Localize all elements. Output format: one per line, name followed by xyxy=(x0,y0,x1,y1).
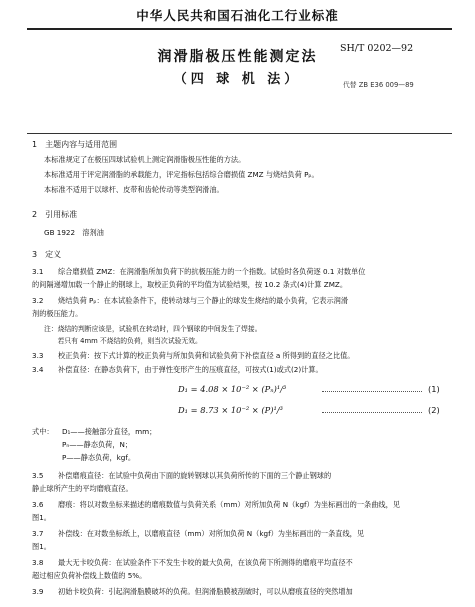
formula-2-number: (2) xyxy=(428,405,440,415)
formula-2: D₁ = 8.73 × 10⁻² × (P)¹/³ xyxy=(178,405,283,415)
formula-1-number: (1) xyxy=(428,384,440,394)
clause-3-8-line-2: 超过相应负荷补偿线上数值的 5%。 xyxy=(32,571,147,580)
clause-3-3-number: 3.3 xyxy=(32,351,44,360)
formula-1: D₁ = 4.08 × 10⁻² × (Pₙ)¹/³ xyxy=(178,384,287,394)
standard-number: SH/T 0202—92 xyxy=(340,43,414,54)
standard-category-title: 中华人民共和国石油化工行业标准 xyxy=(136,8,339,23)
clause-3-5-line-2: 静止球所产生的平均磨痕直径。 xyxy=(32,484,133,493)
note-line-2: 若只有 4mm 不烧结的负荷，则当次试验无效。 xyxy=(44,337,202,345)
clause-3-1-line-1: 综合磨损值 ZMZ：在润滑脂所加负荷下的抗极压能力的一个指数。试验时各负荷逐 0.1 对数单位 xyxy=(58,267,366,276)
section-1-line-2: 本标准适用于评定润滑脂的承载能力，评定指标包括综合磨损值 ZMZ 与烧结负荷 Pₚ。 xyxy=(44,170,319,179)
where-lead: 式中： xyxy=(32,427,54,436)
clause-3-7-number: 3.7 xyxy=(32,529,44,538)
where-line-1: D₁——接触部分直径，mm； xyxy=(62,427,157,436)
clause-3-2-line-2: 剂的极压能力。 xyxy=(32,309,83,318)
title-rule xyxy=(27,133,452,134)
clause-3-2-number: 3.2 xyxy=(32,296,44,305)
clause-3-7-line-1: 补偿线：在对数坐标纸上，以磨痕直径（mm）对所加负荷 N（kgf）为坐标画出的一条直线，见 xyxy=(58,529,365,538)
clause-3-8-line-1: 最大无卡咬负荷：在试验条件下不发生卡咬的最大负荷，在该负荷下所测得的磨痕平均直径不 xyxy=(58,558,353,567)
note-line-1: 注：烧结的判断应该是，试验机在转动时，四个钢球的中间发生了焊接。 xyxy=(44,325,262,333)
where-line-2: Pₙ——静态负荷，N； xyxy=(62,440,133,449)
clause-3-9-number: 3.9 xyxy=(32,587,44,596)
section-2-line-1: GB 1922 溶剂油 xyxy=(44,228,104,237)
clause-3-6-line-1: 磨痕：将以对数坐标来描述的磨痕数值与负荷关系（mm）对所加负荷 N（kgf）为坐标画出的一条曲线，见 xyxy=(58,500,400,509)
formula-1-leader xyxy=(322,391,422,392)
clause-3-3-line-1: 校正负荷：按下式计算的校正负荷与所加负荷和试验负荷下补偿直径 a 所得到的直径之比值。 xyxy=(58,351,355,360)
document-title: 润滑脂极压性能测定法 xyxy=(157,49,318,65)
where-line-3: P——静态负荷，kgf。 xyxy=(62,453,136,462)
clause-3-6-number: 3.6 xyxy=(32,500,44,509)
section-1-line-1: 本标准规定了在极压四球试验机上测定润滑脂极压性能的方法。 xyxy=(44,155,246,164)
replaces-standard: 代替 ZB E36 009—89 xyxy=(343,81,414,89)
section-3-heading: 3 定义 xyxy=(32,250,62,259)
clause-3-9-line-1: 初始卡咬负荷：引起润滑脂膜破坏的负荷。但润滑脂膜被刮破时，可以从磨痕直径的突然增加 xyxy=(58,587,353,596)
clause-3-1-line-2: 的间隔递增加载一个静止的钢球上，取校正负荷的平均值为试验结果，按 10.2 条式(4)计算 ZMZ。 xyxy=(32,280,348,289)
clause-3-6-line-2: 图1。 xyxy=(32,513,51,522)
document-subtitle: （四 球 机 法） xyxy=(173,72,302,87)
clause-3-4-number: 3.4 xyxy=(32,365,44,374)
formula-2-leader xyxy=(322,412,422,413)
section-2-heading: 2 引用标准 xyxy=(32,210,78,219)
clause-3-8-number: 3.8 xyxy=(32,558,44,567)
clause-3-1-number: 3.1 xyxy=(32,267,44,276)
section-1-line-3: 本标准不适用于以球杆、皮带和齿轮传动等类型润滑油。 xyxy=(44,185,224,194)
section-1-heading: 1 主题内容与适用范围 xyxy=(32,140,118,149)
header-rule xyxy=(27,28,452,30)
clause-3-5-line-1: 补偿磨痕直径：在试验中负荷由下面的旋转钢球以其负荷所传的下面的三个静止钢球的 xyxy=(58,471,332,480)
clause-3-7-line-2: 图1。 xyxy=(32,542,51,551)
clause-3-5-number: 3.5 xyxy=(32,471,44,480)
clause-3-2-line-1: 烧结负荷 Pₚ：在本试验条件下，使转动球与三个静止的球发生烧结的最小负荷，它表示润滑 xyxy=(58,296,349,305)
clause-3-4-line-1: 补偿直径：在静态负荷下，由于弹性变形产生的压痕直径，可按式(1)或式(2)计算。 xyxy=(58,365,323,374)
